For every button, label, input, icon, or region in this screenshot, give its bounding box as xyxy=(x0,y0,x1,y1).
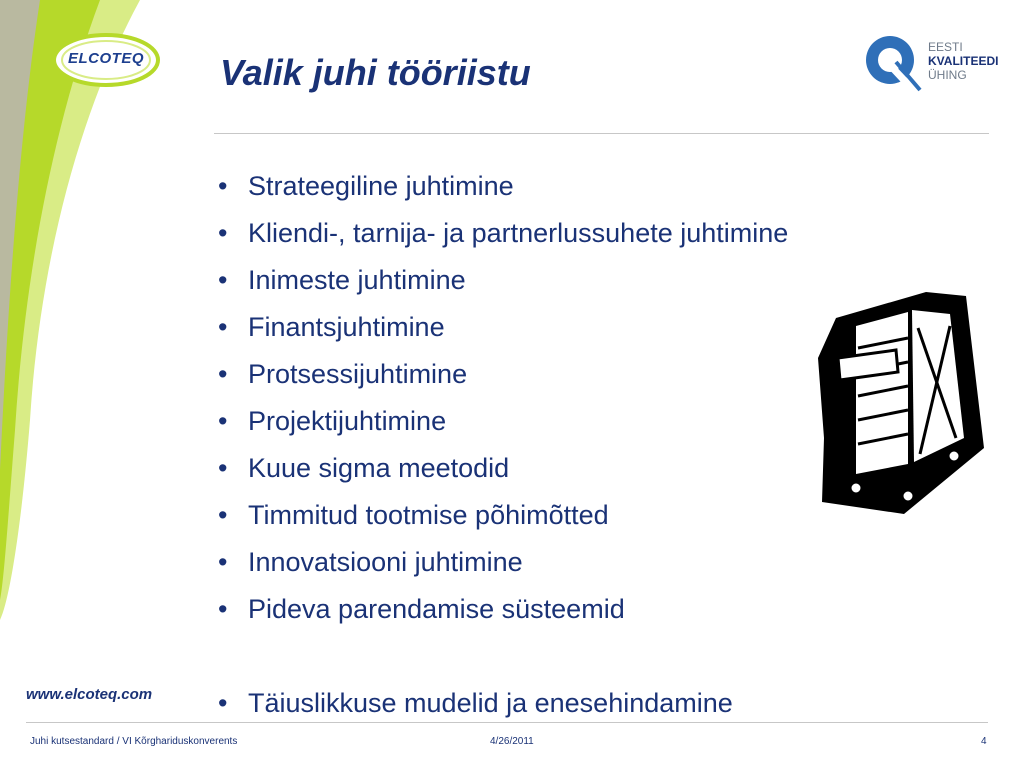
footer-presentation-title: Juhi kutsestandard / VI Kõrghariduskonverents xyxy=(30,736,238,747)
bullet-item: • Inimeste juhtimine xyxy=(214,257,788,304)
bullet-item: • Kliendi-, tarnija- ja partnerlussuhete juhtimine xyxy=(214,210,788,257)
ek-logo-line2: KVALITEEDI xyxy=(928,54,999,68)
slide-title: Valik juhi tööriistu xyxy=(220,52,531,93)
elcoteq-logo-text: ELCOTEQ xyxy=(67,50,144,67)
bullet-item: • Innovatsiooni juhtimine xyxy=(214,539,788,586)
ek-logo-text xyxy=(928,40,998,82)
page-number: 4 xyxy=(981,736,987,747)
footer-divider xyxy=(26,722,988,723)
decorative-swoosh xyxy=(0,0,200,768)
bullet-item: • Pideva parendamise süsteemid xyxy=(214,586,788,633)
ek-logo-line1: EESTI xyxy=(928,40,963,54)
bullet-list xyxy=(214,163,788,727)
bullet-spacer xyxy=(214,633,788,680)
elcoteq-logo xyxy=(52,32,160,88)
bullet-item: • Timmitud tootmise põhimõtted xyxy=(214,492,788,539)
q-mark-icon xyxy=(862,32,926,98)
bullet-item: • Kuue sigma meetodid xyxy=(214,445,788,492)
ek-logo-line3: ÜHING xyxy=(928,68,967,82)
tool-cart-clipart-icon xyxy=(816,288,988,520)
footer-date: 4/26/2011 xyxy=(490,736,534,747)
bullet-item: • Täiuslikkuse mudelid ja enesehindamine xyxy=(214,680,788,727)
website-url: www.elcoteq.com xyxy=(26,686,153,703)
title-divider xyxy=(214,133,989,134)
bullet-item: • Protsessijuhtimine xyxy=(214,351,788,398)
bullet-item: • Finantsjuhtimine xyxy=(214,304,788,351)
eesti-kvaliteedi-uhing-logo xyxy=(862,32,1002,98)
bullet-item: • Projektijuhtimine xyxy=(214,398,788,445)
bullet-item: • Strateegiline juhtimine xyxy=(214,163,788,210)
